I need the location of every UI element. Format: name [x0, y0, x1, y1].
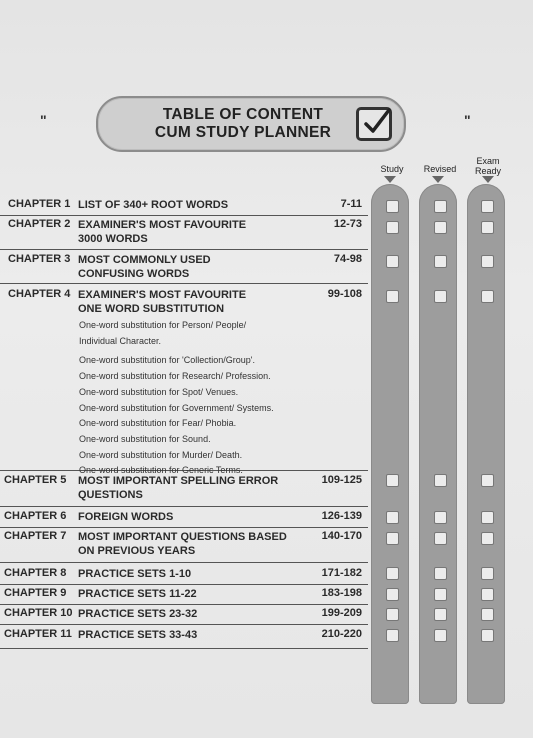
divider	[0, 283, 368, 284]
subtopic-item: One-word substitution for Fear/ Phobia.	[79, 418, 237, 429]
divider	[0, 562, 368, 563]
arrow-down-icon	[482, 176, 494, 183]
chapter-title-line: CONFUSING WORDS	[78, 268, 190, 280]
chapter-title	[78, 530, 287, 558]
divider	[0, 584, 368, 585]
chapter-title	[78, 253, 211, 281]
checkbox-study[interactable]	[386, 255, 399, 268]
chapter-title	[78, 510, 173, 524]
checkbox-revised[interactable]	[434, 474, 447, 487]
checkbox-revised[interactable]	[434, 629, 447, 642]
chapter-title	[78, 587, 197, 601]
chapter-title	[78, 567, 191, 581]
checkbox-exam-ready[interactable]	[481, 629, 494, 642]
decorative-quote-right: "	[464, 112, 469, 128]
chapter-label: CHAPTER 6	[4, 510, 67, 522]
subtopic-item: One-word substitution for 'Collection/Group'.	[79, 355, 256, 366]
chapter-title-line: PRACTICE SETS 1-10	[78, 568, 192, 580]
chapter-title-line: PRACTICE SETS 33-43	[78, 629, 198, 641]
chapter-title	[78, 218, 246, 246]
divider	[0, 215, 368, 216]
chapter-title-line: FOREIGN WORDS	[78, 511, 174, 523]
checkbox-revised[interactable]	[434, 511, 447, 524]
divider	[0, 249, 368, 250]
checkbox-revised[interactable]	[434, 567, 447, 580]
title-line-1: TABLE OF CONTENT	[162, 106, 324, 123]
column-header-revised: Revised	[423, 164, 457, 174]
checkbox-exam-ready[interactable]	[481, 221, 494, 234]
checkbox-study[interactable]	[386, 511, 399, 524]
subtopic-item: One-word substitution for Government/ Systems.	[79, 402, 274, 413]
chapter-title	[78, 474, 278, 502]
chapter-title	[78, 607, 197, 621]
chapter-pages: 210-220	[321, 628, 362, 640]
chapter-label: CHAPTER 2	[8, 218, 71, 230]
checkbox-revised[interactable]	[434, 221, 447, 234]
chapter-pages: 199-209	[321, 607, 362, 619]
checkbox-study[interactable]	[386, 608, 399, 621]
chapter-pages: 109-125	[321, 474, 362, 486]
chapter-label: CHAPTER 9	[4, 587, 67, 599]
chapter-title-line: MOST IMPORTANT QUESTIONS BASED	[78, 531, 287, 543]
chapter-title-line: LIST OF 340+ ROOT WORDS	[78, 199, 229, 211]
checkbox-study[interactable]	[386, 474, 399, 487]
checkbox-revised[interactable]	[434, 255, 447, 268]
checkbox-exam-ready[interactable]	[481, 474, 494, 487]
checkbox-exam-ready[interactable]	[481, 532, 494, 545]
chapter-pages: 140-170	[321, 530, 362, 542]
chapter-label: CHAPTER 5	[4, 474, 67, 486]
subtopic-item: One-word substitution for Person/ People/	[79, 320, 247, 330]
checkbox-exam-ready[interactable]	[481, 290, 494, 303]
divider	[0, 604, 368, 605]
divider	[0, 624, 368, 625]
checkmark-icon	[356, 107, 392, 141]
checkbox-exam-ready[interactable]	[481, 255, 494, 268]
chapter-title-line: MOST IMPORTANT SPELLING ERROR	[78, 475, 279, 487]
chapter-pages: 171-182	[321, 567, 362, 579]
chapter-pages: 12-73	[333, 218, 362, 230]
checkbox-revised[interactable]	[434, 608, 447, 621]
checkbox-revised[interactable]	[434, 588, 447, 601]
decorative-quote-left: "	[40, 112, 45, 128]
subtopic-item: One-word substitution for Spot/ Venues.	[79, 386, 239, 397]
checkbox-revised[interactable]	[434, 200, 447, 213]
chapter-label: CHAPTER 1	[8, 198, 71, 210]
checkbox-exam-ready[interactable]	[481, 200, 494, 213]
chapter-label: CHAPTER 7	[4, 530, 67, 542]
divider	[0, 648, 368, 649]
subtopic-item: One-word substitution for Generic Terms.	[79, 465, 243, 476]
chapter-title-line: MOST COMMONLY USED	[78, 254, 211, 266]
divider	[0, 527, 368, 528]
divider	[0, 506, 368, 507]
chapter-title-line: EXAMINER'S MOST FAVOURITE	[78, 219, 247, 231]
checkbox-study[interactable]	[386, 200, 399, 213]
page-title	[128, 106, 358, 142]
arrow-down-icon	[384, 176, 396, 183]
chapter-title-line: QUESTIONS	[78, 489, 143, 501]
checkbox-study[interactable]	[386, 221, 399, 234]
chapter-label: CHAPTER 11	[4, 628, 72, 640]
chapter-title	[78, 628, 197, 642]
chapter-pages: 99-108	[327, 288, 362, 300]
checkbox-exam-ready[interactable]	[481, 608, 494, 621]
column-header-exam-ready: Exam Ready	[474, 156, 501, 176]
checkbox-study[interactable]	[386, 290, 399, 303]
checkbox-exam-ready[interactable]	[481, 567, 494, 580]
checkbox-revised[interactable]	[434, 532, 447, 545]
chapter-label: CHAPTER 3	[8, 253, 71, 265]
checkbox-study[interactable]	[386, 629, 399, 642]
checkbox-revised[interactable]	[434, 290, 447, 303]
title-line-2: CUM STUDY PLANNER	[154, 124, 332, 141]
chapter-pages: 126-139	[321, 510, 362, 522]
chapter-title-line: ONE WORD SUBSTITUTION	[78, 303, 225, 315]
chapter-pages: 7-11	[340, 198, 362, 210]
checkbox-exam-ready[interactable]	[481, 588, 494, 601]
subtopic-item: Individual Character.	[79, 335, 162, 346]
chapter-title	[78, 198, 228, 212]
title-banner	[96, 96, 406, 152]
checkbox-study[interactable]	[386, 532, 399, 545]
chapter-title-line: EXAMINER'S MOST FAVOURITE	[78, 289, 247, 301]
subtopic-item: One-word substitution for Murder/ Death.	[79, 449, 243, 460]
checkbox-study[interactable]	[386, 567, 399, 580]
chapter-title-line: PRACTICE SETS 11-22	[78, 588, 197, 600]
checkbox-study[interactable]	[386, 588, 399, 601]
checkbox-exam-ready[interactable]	[481, 511, 494, 524]
chapter-title-line: 3000 WORDS	[78, 233, 148, 245]
chapter-title-line: ON PREVIOUS YEARS	[78, 545, 196, 557]
chapter-title-line: PRACTICE SETS 23-32	[78, 608, 198, 620]
subtopic-item: One-word substitution for Sound.	[79, 433, 211, 444]
chapter-label: CHAPTER 8	[4, 567, 67, 579]
arrow-down-icon	[432, 176, 444, 183]
chapter-pages: 183-198	[321, 587, 362, 599]
chapter-pages: 74-98	[333, 253, 362, 265]
column-header-study: Study	[380, 164, 404, 174]
subtopic-item: One-word substitution for Research/ Profession.	[79, 371, 271, 382]
chapter-title	[78, 288, 246, 316]
chapter-label: CHAPTER 4	[8, 288, 71, 300]
chapter-label: CHAPTER 10	[4, 607, 73, 619]
